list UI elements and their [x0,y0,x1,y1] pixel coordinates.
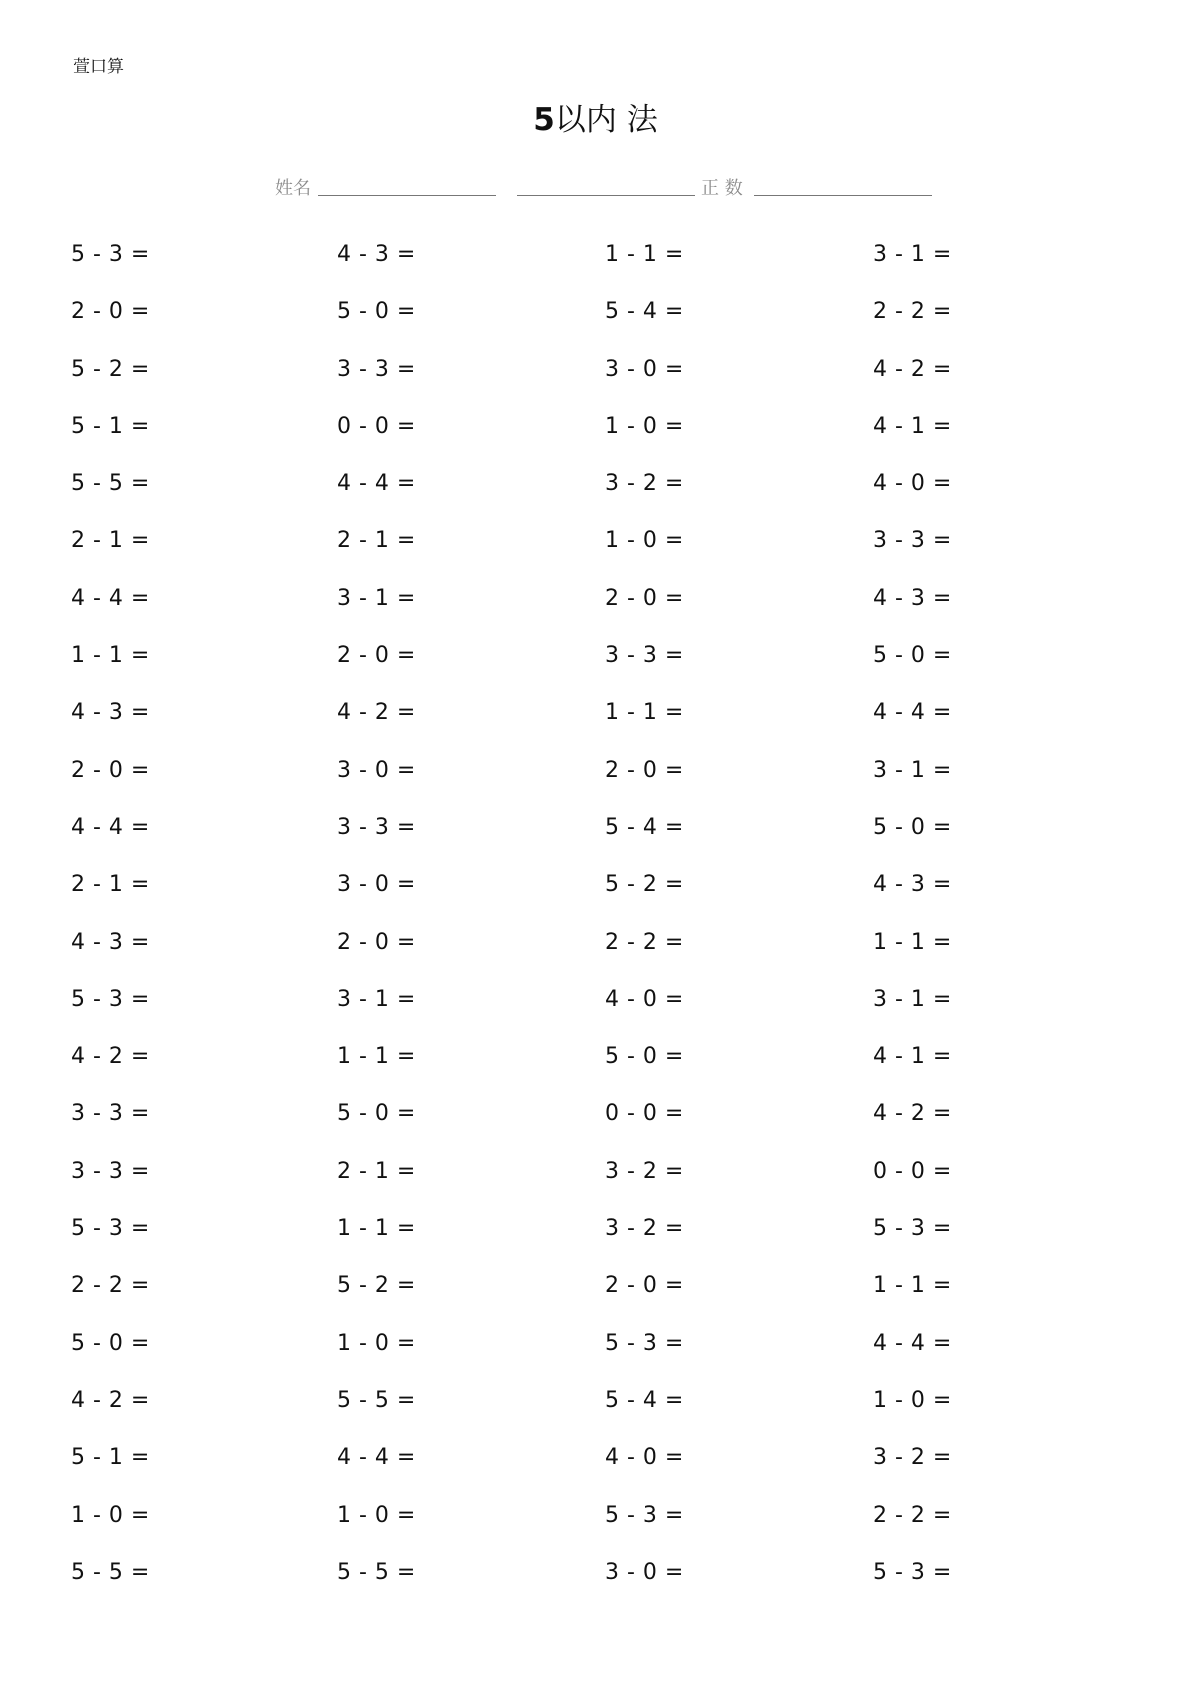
problem-item: 0 - 0 = [337,413,416,439]
problem-item: 4 - 0 = [605,1445,684,1471]
problem-item: 5 - 5 = [71,1559,150,1585]
problem-item: 5 - 0 = [337,1101,416,1127]
problem-item: 5 - 4 = [605,299,684,325]
score-line [754,195,932,196]
problem-item: 1 - 0 = [605,413,684,439]
problem-item: 4 - 4 = [337,471,416,497]
problem-item: 3 - 0 = [605,356,684,382]
problem-item: 3 - 3 = [873,528,952,554]
problem-item: 4 - 3 = [71,700,150,726]
problem-row [0,240,1191,297]
problem-item: 3 - 1 = [873,242,952,267]
problem-item: 5 - 3 = [71,986,150,1012]
problem-item: 0 - 0 = [605,1101,684,1127]
problem-item: 1 - 1 = [605,700,684,726]
problem-item: 2 - 0 = [71,757,150,783]
problem-item: 3 - 2 = [605,1158,684,1184]
score-label: 正 数 [701,178,743,199]
problem-item: 4 - 3 = [337,242,416,267]
problem-item: 5 - 1 = [71,413,150,439]
problem-row [0,469,1191,526]
problem-item: 2 - 2 = [605,929,684,955]
problem-item: 2 - 2 = [873,299,952,325]
problem-item: 5 - 2 = [71,356,150,382]
problem-row [0,1271,1191,1328]
problem-item: 4 - 0 = [873,471,952,497]
name-line [318,195,496,196]
problem-row [0,1386,1191,1443]
problem-item: 5 - 5 = [337,1387,416,1413]
header-label: 萱口算 [73,57,124,77]
problem-item: 5 - 4 = [605,1387,684,1413]
problem-item: 5 - 4 = [605,814,684,840]
problem-item: 5 - 3 = [873,1216,952,1242]
problem-item: 4 - 2 = [71,1044,150,1070]
problem-item: 5 - 5 = [71,471,150,497]
problem-item: 1 - 1 = [605,242,684,267]
problem-item: 5 - 2 = [605,872,684,898]
problem-row [0,412,1191,469]
problem-item: 4 - 2 = [337,700,416,726]
problem-item: 5 - 0 = [873,814,952,840]
problem-item: 4 - 2 = [873,356,952,382]
problem-row [0,698,1191,755]
problem-item: 5 - 3 = [71,1216,150,1242]
info-row [275,176,935,202]
problem-row [0,1443,1191,1500]
problem-item: 2 - 1 = [337,528,416,554]
problem-row [0,813,1191,870]
problem-item: 1 - 0 = [873,1387,952,1413]
problem-item: 5 - 0 = [605,1044,684,1070]
problem-item: 2 - 1 = [71,872,150,898]
problem-item: 5 - 5 = [337,1559,416,1585]
problem-item: 3 - 2 = [605,1216,684,1242]
page-title [0,100,1191,140]
problem-item: 2 - 0 = [605,585,684,611]
problem-item: 3 - 1 = [337,986,416,1012]
problem-item: 4 - 0 = [605,986,684,1012]
problem-item: 4 - 3 = [71,929,150,955]
problem-item: 4 - 4 = [873,1330,952,1356]
problem-item: 1 - 0 = [605,528,684,554]
problem-item: 5 - 0 = [873,643,952,669]
problem-item: 4 - 1 = [873,413,952,439]
problem-item: 4 - 4 = [337,1445,416,1471]
problem-item: 3 - 3 = [605,643,684,669]
problem-grid [0,240,1191,1615]
problem-row [0,870,1191,927]
problem-item: 3 - 1 = [337,585,416,611]
problem-row [0,1157,1191,1214]
problem-row [0,985,1191,1042]
problem-item: 2 - 1 = [71,528,150,554]
problem-item: 5 - 3 = [71,242,150,267]
problem-row [0,756,1191,813]
problem-row [0,1329,1191,1386]
title-number: 5 [533,102,555,138]
problem-item: 1 - 0 = [337,1502,416,1528]
problem-item: 5 - 0 = [337,299,416,325]
problem-item: 3 - 0 = [337,872,416,898]
problem-item: 5 - 3 = [605,1330,684,1356]
problem-row [0,526,1191,583]
problem-item: 2 - 1 = [337,1158,416,1184]
problem-item: 1 - 1 = [337,1216,416,1242]
problem-item: 3 - 0 = [337,757,416,783]
problem-item: 4 - 2 = [71,1387,150,1413]
problem-row [0,1214,1191,1271]
problem-item: 4 - 1 = [873,1044,952,1070]
problem-item: 3 - 2 = [873,1445,952,1471]
problem-row [0,297,1191,354]
problem-item: 3 - 1 = [873,986,952,1012]
problem-item: 2 - 0 = [337,643,416,669]
problem-item: 5 - 0 = [71,1330,150,1356]
problem-item: 1 - 0 = [71,1502,150,1528]
problem-item: 5 - 2 = [337,1273,416,1299]
problem-item: 3 - 3 = [71,1158,150,1184]
problem-item: 1 - 1 = [337,1044,416,1070]
problem-row [0,928,1191,985]
problem-row [0,1558,1191,1615]
problem-item: 3 - 2 = [605,471,684,497]
problem-item: 1 - 0 = [337,1330,416,1356]
problem-item: 3 - 3 = [71,1101,150,1127]
problem-item: 0 - 0 = [873,1158,952,1184]
problem-item: 3 - 3 = [337,814,416,840]
problem-item: 1 - 1 = [71,643,150,669]
problem-row [0,641,1191,698]
problem-item: 2 - 2 = [71,1273,150,1299]
problem-item: 2 - 0 = [605,757,684,783]
problem-row [0,1099,1191,1156]
title-text: 以内 法 [554,102,658,138]
problem-item: 4 - 3 = [873,585,952,611]
problem-item: 2 - 0 = [71,299,150,325]
problem-item: 3 - 3 = [337,356,416,382]
problem-item: 3 - 1 = [873,757,952,783]
blank-line [517,195,695,196]
name-label: 姓名 [275,178,311,199]
problem-item: 1 - 1 = [873,1273,952,1299]
problem-item: 5 - 3 = [873,1559,952,1585]
problem-row [0,355,1191,412]
problem-item: 3 - 0 = [605,1559,684,1585]
problem-row [0,1501,1191,1558]
problem-item: 5 - 3 = [605,1502,684,1528]
problem-item: 4 - 3 = [873,872,952,898]
problem-item: 4 - 2 = [873,1101,952,1127]
problem-item: 4 - 4 = [873,700,952,726]
problem-item: 1 - 1 = [873,929,952,955]
problem-row [0,1042,1191,1099]
problem-item: 4 - 4 = [71,814,150,840]
problem-item: 5 - 1 = [71,1445,150,1471]
problem-item: 2 - 0 = [337,929,416,955]
problem-item: 4 - 4 = [71,585,150,611]
problem-row [0,584,1191,641]
problem-item: 2 - 0 = [605,1273,684,1299]
problem-item: 2 - 2 = [873,1502,952,1528]
